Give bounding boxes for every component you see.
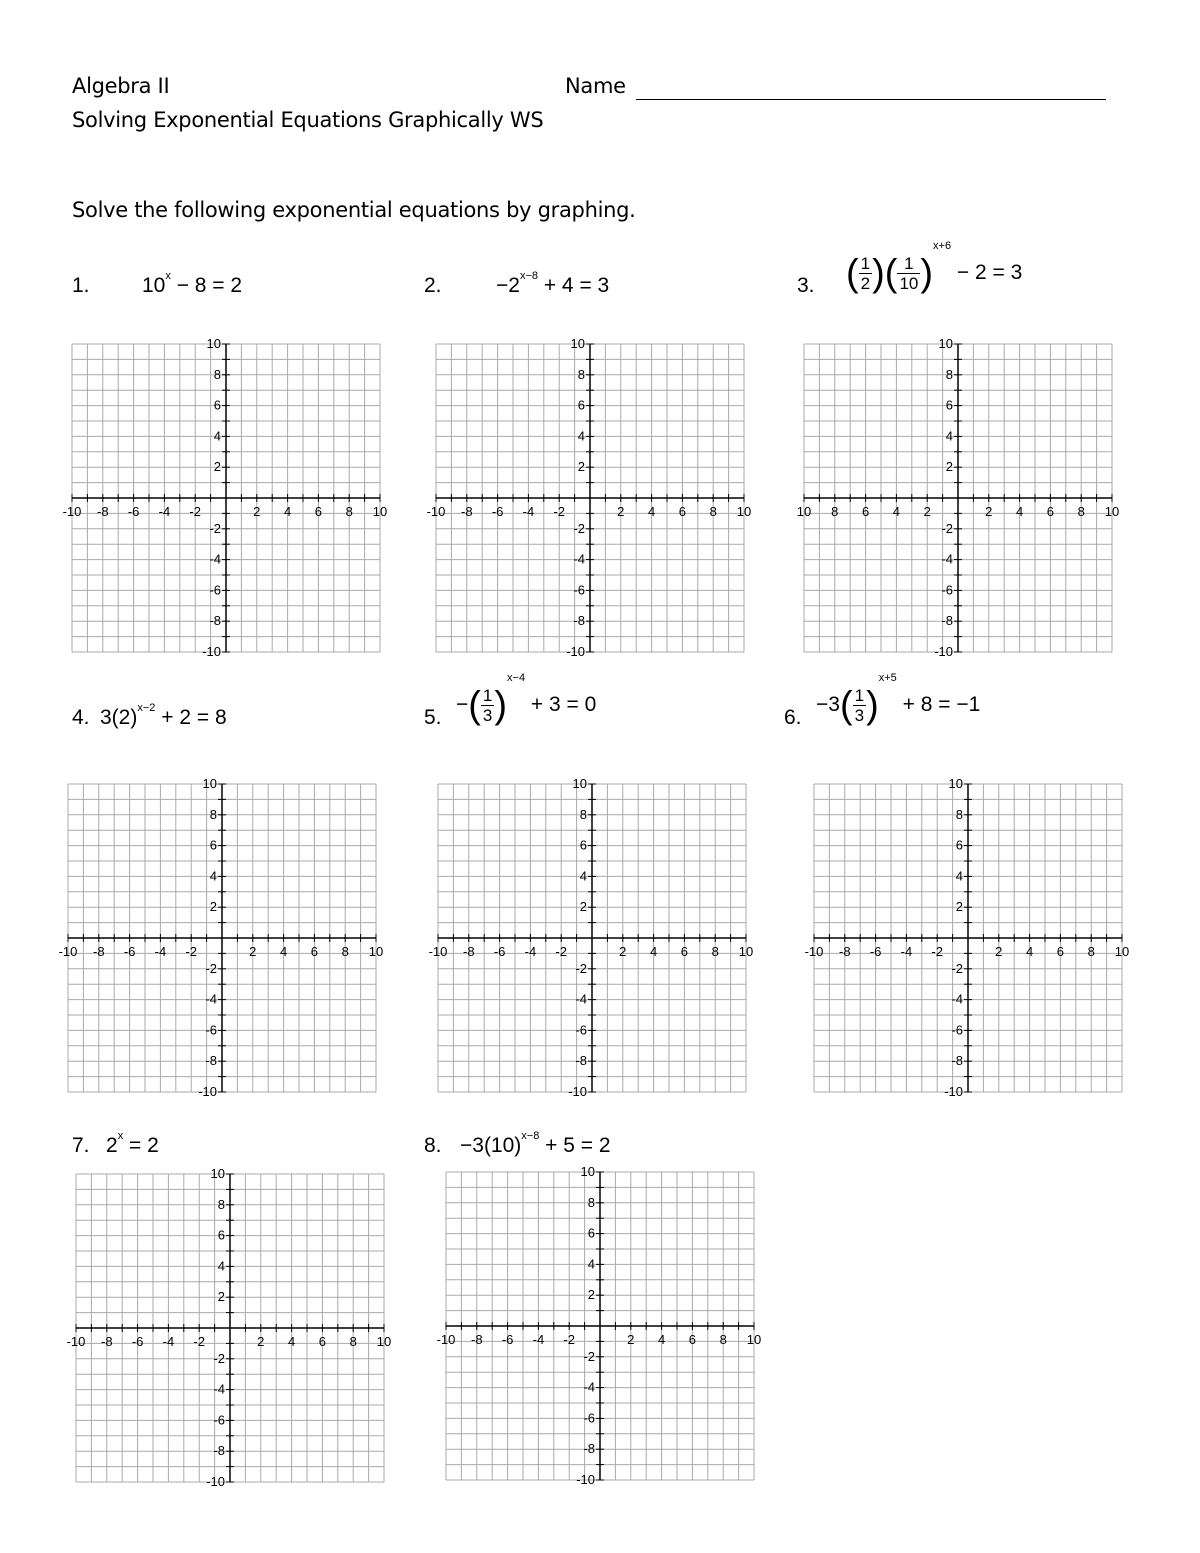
x-tick-label: 6	[688, 1332, 697, 1347]
x-tick-label: 6	[680, 944, 689, 959]
y-tick-label: 6	[579, 837, 587, 853]
y-tick-label: 2	[945, 459, 953, 475]
y-tick-label: 2	[209, 899, 217, 915]
y-tick-label: 2	[213, 459, 221, 475]
x-tick-label: 6	[678, 504, 687, 519]
x-tick-label: 8	[341, 944, 349, 959]
x-tick-label: -2	[931, 944, 943, 959]
graph-1[interactable]	[56, 328, 396, 668]
y-tick-label: 4	[587, 1256, 595, 1272]
y-tick-label: -10	[944, 1084, 963, 1099]
y-tick-label: 6	[945, 397, 953, 413]
y-tick-label: 10	[948, 776, 963, 791]
x-tick-label: 4	[287, 1334, 296, 1349]
y-tick-label: -6	[575, 1022, 587, 1038]
x-tick-label: 2	[249, 944, 257, 959]
y-tick-label: 10	[202, 776, 217, 791]
x-tick-label: 6	[1046, 504, 1055, 519]
x-tick-label: -6	[493, 944, 506, 959]
x-tick-label: 2	[257, 1334, 265, 1349]
y-tick-label: 4	[579, 868, 587, 884]
x-tick-label: -8	[471, 1332, 483, 1347]
y-tick-label: 10	[570, 336, 585, 351]
x-tick-label: -4	[158, 504, 171, 519]
y-tick-label: -8	[573, 613, 585, 629]
y-tick-label: -10	[576, 1472, 595, 1487]
y-tick-label: 4	[209, 868, 217, 884]
x-tick-label: 10	[1114, 944, 1130, 959]
y-tick-label: -4	[941, 551, 953, 567]
x-tick-label: -2	[189, 504, 201, 519]
problem-6-equation: −3( $\frac{1}{3}$ )$^{x+5}$ + 8 = −1	[816, 672, 981, 727]
x-tick-label: 8	[719, 1332, 727, 1347]
y-tick-label: 10	[210, 1166, 225, 1181]
y-tick-label: -2	[575, 960, 587, 976]
x-tick-label: 4	[647, 504, 656, 519]
x-tick-label: 10	[796, 504, 812, 519]
y-tick-label: -4	[575, 991, 587, 1007]
y-tick-label: -4	[205, 991, 217, 1007]
x-tick-label: -6	[491, 504, 504, 519]
x-tick-label: -10	[66, 1334, 86, 1349]
problem-2-number: 2.	[424, 274, 442, 297]
y-tick-label: 2	[217, 1289, 225, 1305]
y-tick-label: 10	[572, 776, 587, 791]
x-tick-label: 4	[1025, 944, 1034, 959]
x-tick-label: 4	[892, 504, 901, 519]
graph-8[interactable]	[430, 1156, 770, 1496]
x-tick-label: 8	[345, 504, 353, 519]
x-tick-label: -6	[869, 944, 882, 959]
x-tick-label: -4	[524, 944, 537, 959]
x-tick-label: -4	[522, 504, 535, 519]
y-tick-label: 10	[580, 1164, 595, 1179]
y-tick-label: 6	[955, 837, 963, 853]
x-tick-label: -10	[62, 504, 82, 519]
x-tick-label: -2	[563, 1332, 575, 1347]
x-tick-label: -8	[93, 944, 105, 959]
x-tick-label: -8	[839, 944, 851, 959]
graph-2[interactable]	[420, 328, 760, 668]
y-tick-label: -2	[583, 1348, 595, 1364]
problem-2-equation: $-2^{x-8} + 4 = 3$	[496, 270, 610, 297]
x-tick-label: -10	[804, 944, 824, 959]
x-tick-label: -10	[436, 1332, 456, 1347]
y-tick-label: -10	[202, 644, 221, 659]
x-tick-label: 10	[746, 1332, 762, 1347]
y-tick-label: -2	[951, 960, 963, 976]
y-tick-label: 2	[955, 899, 963, 915]
x-tick-label: 6	[1056, 944, 1065, 959]
y-tick-label: -8	[205, 1053, 217, 1069]
y-tick-label: -6	[209, 582, 221, 598]
x-tick-label: 2	[923, 504, 931, 519]
y-tick-label: 4	[955, 868, 963, 884]
x-tick-label: 10	[738, 944, 754, 959]
x-tick-label: 4	[649, 944, 658, 959]
x-tick-label: 6	[318, 1334, 327, 1349]
y-tick-label: 8	[587, 1194, 595, 1210]
y-tick-label: -10	[198, 1084, 217, 1099]
problem-3-number: 3.	[797, 274, 815, 297]
x-tick-label: 4	[279, 944, 288, 959]
x-tick-label: 10	[1104, 504, 1120, 519]
y-tick-label: -6	[205, 1022, 217, 1038]
instructions: Solve the following exponential equations by graphing.	[72, 198, 636, 222]
y-tick-label: -10	[568, 1084, 587, 1099]
x-tick-label: 8	[1077, 504, 1085, 519]
y-tick-label: 4	[213, 428, 221, 444]
problem-7-equation: $2^x = 2$	[106, 1130, 159, 1157]
y-tick-label: -8	[583, 1441, 595, 1457]
problem-1-number: 1.	[72, 274, 90, 297]
y-tick-label: 8	[945, 366, 953, 382]
y-tick-label: 6	[587, 1225, 595, 1241]
y-tick-label: 6	[577, 397, 585, 413]
worksheet-title: Solving Exponential Equations Graphically WS	[72, 108, 544, 132]
x-tick-label: -4	[154, 944, 167, 959]
x-tick-label: 2	[253, 504, 261, 519]
x-tick-label: -2	[193, 1334, 205, 1349]
graph-7[interactable]	[60, 1158, 400, 1498]
x-tick-label: 4	[657, 1332, 666, 1347]
y-tick-label: 8	[209, 806, 217, 822]
y-tick-label: -2	[213, 1350, 225, 1366]
x-tick-label: -4	[900, 944, 913, 959]
problem-4-equation: $3(2)^{x-2} + 2 = 8$	[100, 702, 227, 729]
y-tick-label: -8	[951, 1053, 963, 1069]
x-tick-label: 8	[1087, 944, 1095, 959]
x-tick-label: 10	[368, 944, 384, 959]
x-tick-label: -10	[428, 944, 448, 959]
y-tick-label: -6	[941, 582, 953, 598]
x-tick-label: -6	[123, 944, 136, 959]
y-tick-label: 8	[213, 366, 221, 382]
x-tick-label: 2	[627, 1332, 635, 1347]
y-tick-label: -4	[209, 551, 221, 567]
x-tick-label: 10	[376, 1334, 392, 1349]
y-tick-label: -2	[209, 520, 221, 536]
y-tick-label: 4	[577, 428, 585, 444]
x-tick-label: 8	[709, 504, 717, 519]
y-tick-label: 10	[206, 336, 221, 351]
y-tick-label: -10	[934, 644, 953, 659]
problem-8-equation: $-3(10)^{x-8} + 5 = 2$	[460, 1130, 611, 1157]
x-tick-label: -2	[555, 944, 567, 959]
y-tick-label: -8	[209, 613, 221, 629]
problem-5-equation: −( $\frac{1}{3}$ )$^{x-4}$ + 3 = 0	[456, 672, 597, 727]
x-tick-label: 2	[617, 504, 625, 519]
graph-3[interactable]	[788, 328, 1128, 668]
y-tick-label: 6	[209, 837, 217, 853]
y-tick-label: -4	[573, 551, 585, 567]
problem-6-number: 6.	[784, 706, 802, 729]
x-tick-label: -6	[127, 504, 140, 519]
x-tick-label: -6	[131, 1334, 144, 1349]
y-tick-label: 8	[579, 806, 587, 822]
x-tick-label: -6	[501, 1332, 514, 1347]
y-tick-label: -6	[951, 1022, 963, 1038]
x-tick-label: 8	[711, 944, 719, 959]
x-tick-label: 2	[985, 504, 993, 519]
y-tick-label: 4	[945, 428, 953, 444]
y-tick-label: 2	[579, 899, 587, 915]
y-tick-label: 2	[587, 1287, 595, 1303]
y-tick-label: 8	[955, 806, 963, 822]
x-tick-label: 6	[861, 504, 870, 519]
x-tick-label: 8	[349, 1334, 357, 1349]
x-tick-label: -4	[162, 1334, 175, 1349]
y-tick-label: 6	[213, 397, 221, 413]
x-tick-label: 10	[736, 504, 752, 519]
y-tick-label: 10	[938, 336, 953, 351]
y-tick-label: -2	[205, 960, 217, 976]
x-tick-label: -8	[461, 504, 473, 519]
y-tick-label: -6	[573, 582, 585, 598]
y-tick-label: 4	[217, 1258, 225, 1274]
y-tick-label: -4	[951, 991, 963, 1007]
y-tick-label: -10	[566, 644, 585, 659]
name-line[interactable]	[636, 99, 1106, 100]
x-tick-label: -4	[532, 1332, 545, 1347]
x-tick-label: 6	[310, 944, 319, 959]
problem-4-number: 4.	[72, 706, 90, 729]
x-tick-label: 4	[283, 504, 292, 519]
x-tick-label: -10	[426, 504, 446, 519]
problem-7-number: 7.	[72, 1134, 90, 1157]
y-tick-label: -4	[583, 1379, 595, 1395]
y-tick-label: -6	[583, 1410, 595, 1426]
y-tick-label: -2	[941, 520, 953, 536]
x-tick-label: 10	[372, 504, 388, 519]
name-label: Name	[565, 74, 626, 98]
problem-5-number: 5.	[424, 706, 442, 729]
y-tick-label: 8	[577, 366, 585, 382]
x-tick-label: 2	[995, 944, 1003, 959]
y-tick-label: -10	[206, 1474, 225, 1489]
x-tick-label: -10	[58, 944, 78, 959]
y-tick-label: -8	[213, 1443, 225, 1459]
course-title: Algebra II	[72, 74, 170, 98]
y-tick-label: 2	[577, 459, 585, 475]
y-tick-label: -8	[941, 613, 953, 629]
y-tick-label: -6	[213, 1412, 225, 1428]
y-tick-label: 6	[217, 1227, 225, 1243]
y-tick-label: -8	[575, 1053, 587, 1069]
x-tick-label: -8	[97, 504, 109, 519]
y-tick-label: 8	[217, 1196, 225, 1212]
x-tick-label: -2	[185, 944, 197, 959]
x-tick-label: -2	[553, 504, 565, 519]
x-tick-label: -8	[463, 944, 475, 959]
problem-8-number: 8.	[424, 1134, 442, 1157]
x-tick-label: 8	[831, 504, 839, 519]
graph-4[interactable]	[52, 768, 392, 1108]
x-tick-label: 4	[1015, 504, 1024, 519]
x-tick-label: 6	[314, 504, 323, 519]
graph-5[interactable]	[422, 768, 762, 1108]
graph-6[interactable]	[798, 768, 1138, 1108]
y-tick-label: -4	[213, 1381, 225, 1397]
problem-3-equation: ( $\frac{1}{2}$ )( $\frac{1}{10}$ )$^{x+6}$ − 2 = 3	[846, 240, 1023, 295]
y-tick-label: -2	[573, 520, 585, 536]
x-tick-label: -8	[101, 1334, 113, 1349]
problem-1-equation: $10^x - 8 = 2$	[142, 270, 243, 297]
x-tick-label: 2	[619, 944, 627, 959]
